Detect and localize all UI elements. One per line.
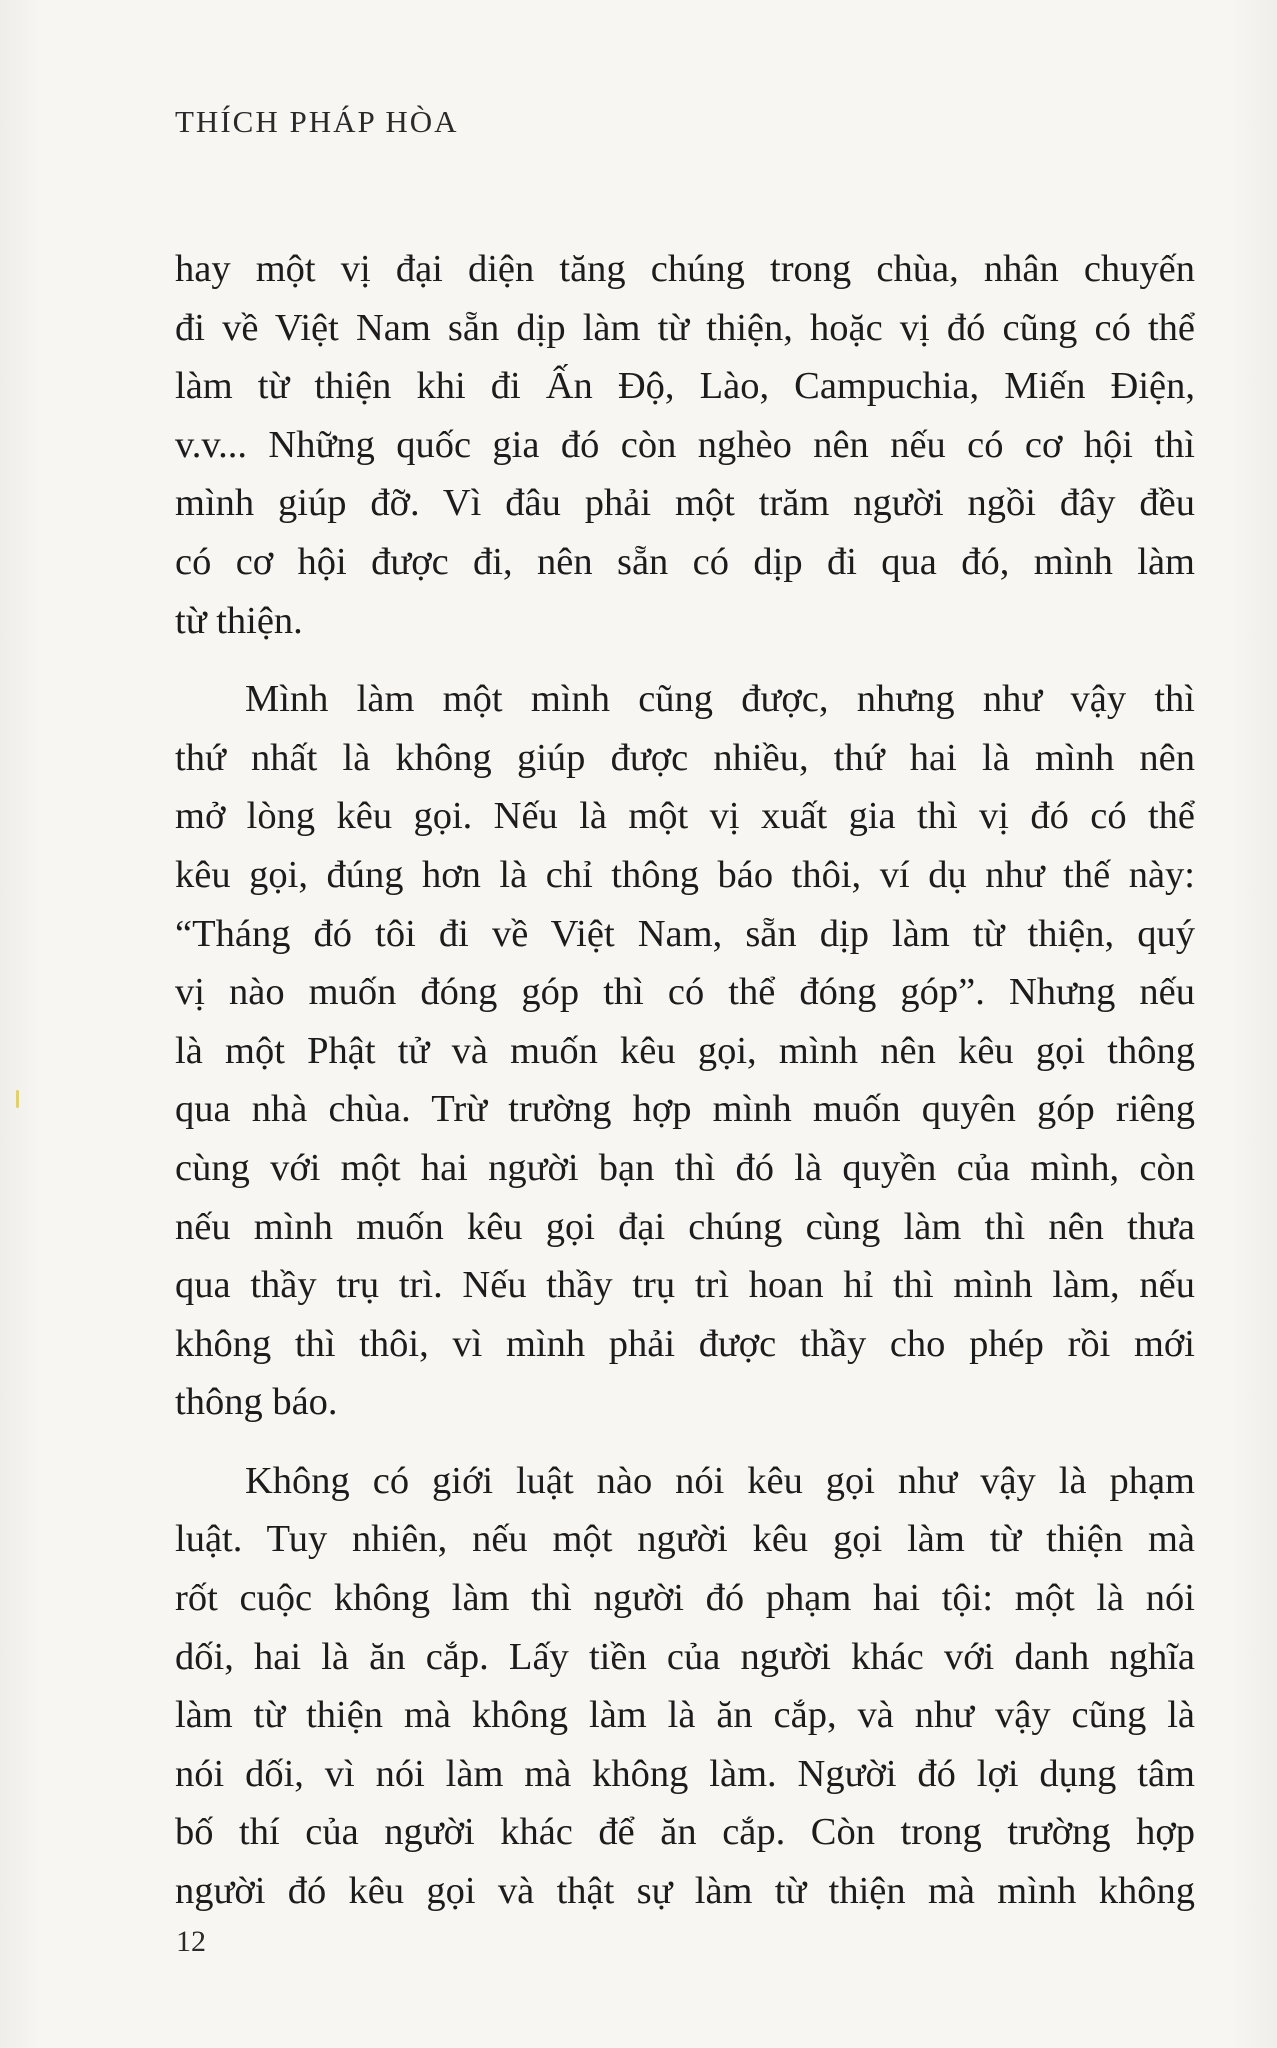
text-line: từ thiện. [175, 599, 303, 642]
text-line: có cơ hội được đi, nên sẵn có dịp đi qua đó, mình làm [175, 540, 1195, 583]
body-text [175, 240, 1195, 1941]
text-line: nếu mình muốn kêu gọi đại chúng cùng làm thì nên thưa [175, 1205, 1195, 1248]
text-line: “Tháng đó tôi đi về Việt Nam, sẵn dịp làm từ thiện, quý [175, 912, 1195, 955]
text-line: nói dối, vì nói làm mà không làm. Người đó lợi dụng tâm [175, 1752, 1195, 1795]
text-line: bố thí của người khác để ăn cắp. Còn trong trường hợp [175, 1811, 1195, 1854]
paragraph [175, 1452, 1195, 1921]
text-line: không thì thôi, vì mình phải được thầy cho phép rồi mới [175, 1322, 1195, 1365]
text-line: dối, hai là ăn cắp. Lấy tiền của người khác với danh nghĩa [175, 1635, 1195, 1678]
paragraph [175, 240, 1195, 650]
text-line: thông báo. [175, 1381, 338, 1424]
text-line: v.v... Những quốc gia đó còn nghèo nên nếu có cơ hội thì [175, 423, 1195, 466]
text-line: qua nhà chùa. Trừ trường hợp mình muốn quyên góp riêng [175, 1088, 1195, 1131]
text-line: kêu gọi, đúng hơn là chỉ thông báo thôi, ví dụ như thế này: [175, 853, 1195, 896]
text-line: cùng với một hai người bạn thì đó là quyền của mình, còn [175, 1146, 1195, 1189]
text-line: rốt cuộc không làm thì người đó phạm hai tội: một là nói [175, 1577, 1195, 1620]
text-line: hay một vị đại diện tăng chúng trong chùa, nhân chuyến [175, 248, 1195, 290]
text-line: làm từ thiện mà không làm là ăn cắp, và như vậy cũng là [175, 1694, 1195, 1737]
paragraph [175, 670, 1195, 1432]
page-number: 12 [176, 1925, 206, 1958]
text-line: luật. Tuy nhiên, nếu một người kêu gọi làm từ thiện mà [175, 1518, 1195, 1561]
text-line: vị nào muốn đóng góp thì có thể đóng góp”. Nhưng nếu [175, 971, 1195, 1014]
running-head: THÍCH PHÁP HÒA [175, 104, 459, 139]
text-line: đi về Việt Nam sẵn dịp làm từ thiện, hoặc vị đó cũng có thể [175, 306, 1195, 349]
text-line: Không có giới luật nào nói kêu gọi như vậy là phạm [245, 1459, 1195, 1502]
text-line: thứ nhất là không giúp được nhiều, thứ hai là mình nên [175, 736, 1195, 779]
text-line: là một Phật tử và muốn kêu gọi, mình nên kêu gọi thông [175, 1029, 1195, 1072]
text-line: làm từ thiện khi đi Ấn Độ, Lào, Campuchia, Miến Điện, [175, 365, 1195, 408]
text-line: người đó kêu gọi và thật sự làm từ thiện mà mình không [175, 1870, 1195, 1913]
text-line: qua thầy trụ trì. Nếu thầy trụ trì hoan hỉ thì mình làm, nếu [175, 1264, 1195, 1307]
text-line: Mình làm một mình cũng được, nhưng như vậy thì [245, 678, 1195, 721]
text-line: mình giúp đỡ. Vì đâu phải một trăm người ngồi đây đều [175, 482, 1195, 525]
page-edge-mark [16, 1090, 19, 1108]
text-line: mở lòng kêu gọi. Nếu là một vị xuất gia thì vị đó có thể [175, 795, 1195, 838]
